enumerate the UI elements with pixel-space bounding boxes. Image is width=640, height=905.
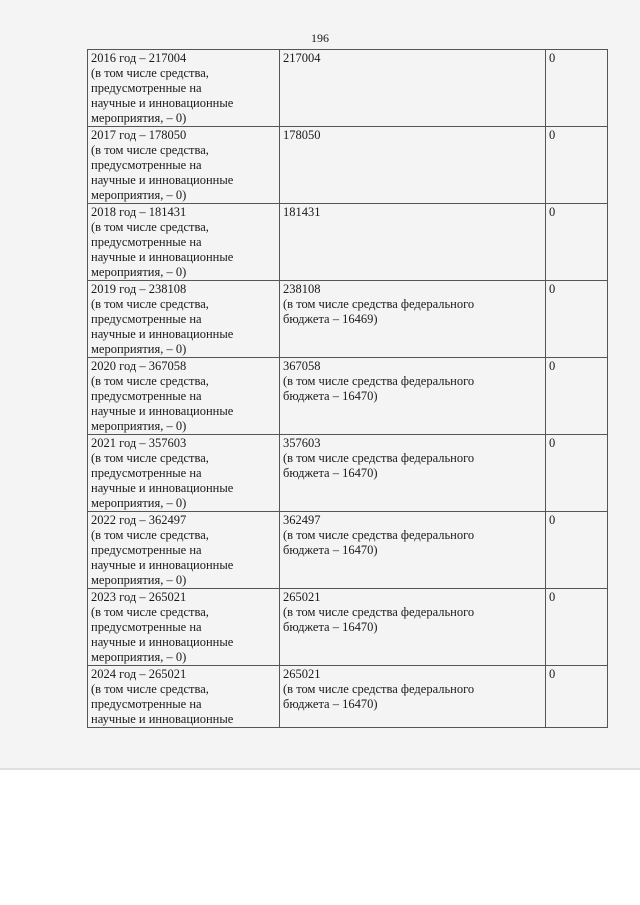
note-line: предусмотренные на (91, 81, 202, 95)
federal-note-line: (в том числе средства федерального (283, 528, 475, 542)
cell-regional-amount (280, 127, 546, 204)
note-line: научные и инновационные (91, 173, 234, 187)
year-total-line: 2021 год – 357603 (91, 436, 187, 450)
cell-other-amount (546, 204, 608, 281)
federal-note-line: (в том числе средства федерального (283, 297, 475, 311)
year-total-line: 2017 год – 178050 (91, 128, 187, 142)
note-line: научные и инновационные (91, 712, 234, 726)
cell-year-total (88, 50, 280, 127)
year-total-line: 2022 год – 362497 (91, 513, 187, 527)
note-line: (в том числе средства, (91, 220, 209, 234)
cell-regional-amount (280, 666, 546, 728)
note-line: предусмотренные на (91, 158, 202, 172)
cell-year-total (88, 281, 280, 358)
other-amount-value: 0 (549, 205, 556, 219)
year-total-line: 2018 год – 181431 (91, 205, 187, 219)
year-total-line: 2019 год – 238108 (91, 282, 187, 296)
other-amount-value: 0 (549, 128, 556, 142)
note-line: предусмотренные на (91, 389, 202, 403)
note-line: (в том числе средства, (91, 528, 209, 542)
note-line: мероприятия, – 0) (91, 188, 187, 202)
cell-year-total (88, 512, 280, 589)
table-row (88, 666, 608, 728)
amount-value: 362497 (283, 513, 321, 527)
other-amount-value: 0 (549, 513, 556, 527)
cell-year-total (88, 204, 280, 281)
note-line: предусмотренные на (91, 312, 202, 326)
note-line: предусмотренные на (91, 235, 202, 249)
note-line: научные и инновационные (91, 481, 234, 495)
federal-note-line: (в том числе средства федерального (283, 682, 475, 696)
year-total-line: 2024 год – 265021 (91, 667, 187, 681)
cell-regional-amount (280, 435, 546, 512)
table-row (88, 50, 608, 127)
amount-value: 357603 (283, 436, 321, 450)
cell-regional-amount (280, 204, 546, 281)
note-line: мероприятия, – 0) (91, 265, 187, 279)
note-line: научные и инновационные (91, 558, 234, 572)
other-amount-value: 0 (549, 667, 556, 681)
note-line: (в том числе средства, (91, 374, 209, 388)
cell-year-total (88, 358, 280, 435)
note-line: научные и инновационные (91, 250, 234, 264)
table-row (88, 127, 608, 204)
page-number: 196 (311, 31, 329, 45)
table-row (88, 204, 608, 281)
amount-value: 265021 (283, 667, 321, 681)
federal-note-line: (в том числе средства федерального (283, 374, 475, 388)
note-line: (в том числе средства, (91, 143, 209, 157)
cell-regional-amount (280, 358, 546, 435)
amount-value: 367058 (283, 359, 321, 373)
note-line: мероприятия, – 0) (91, 342, 187, 356)
year-total-line: 2020 год – 367058 (91, 359, 187, 373)
table-row (88, 358, 608, 435)
federal-note-line: (в том числе средства федерального (283, 451, 475, 465)
note-line: (в том числе средства, (91, 682, 209, 696)
note-line: (в том числе средства, (91, 605, 209, 619)
note-line: мероприятия, – 0) (91, 419, 187, 433)
cell-regional-amount (280, 281, 546, 358)
federal-note-line: бюджета – 16470) (283, 697, 378, 711)
year-total-line: 2023 год – 265021 (91, 590, 187, 604)
note-line: научные и инновационные (91, 635, 234, 649)
federal-note-line: бюджета – 16470) (283, 389, 378, 403)
cell-regional-amount (280, 512, 546, 589)
cell-year-total (88, 589, 280, 666)
note-line: (в том числе средства, (91, 451, 209, 465)
note-line: (в том числе средства, (91, 297, 209, 311)
note-line: научные и инновационные (91, 96, 234, 110)
budget-table (87, 49, 608, 728)
note-line: научные и инновационные (91, 404, 234, 418)
federal-note-line: бюджета – 16470) (283, 543, 378, 557)
note-line: (в том числе средства, (91, 66, 209, 80)
cell-regional-amount (280, 589, 546, 666)
cell-year-total (88, 666, 280, 728)
cell-other-amount (546, 589, 608, 666)
note-line: предусмотренные на (91, 697, 202, 711)
cell-year-total (88, 435, 280, 512)
federal-note-line: (в том числе средства федерального (283, 605, 475, 619)
other-amount-value: 0 (549, 436, 556, 450)
cell-other-amount (546, 281, 608, 358)
federal-note-line: бюджета – 16470) (283, 466, 378, 480)
note-line: предусмотренные на (91, 620, 202, 634)
federal-note-line: бюджета – 16469) (283, 312, 378, 326)
note-line: научные и инновационные (91, 327, 234, 341)
cell-other-amount (546, 358, 608, 435)
note-line: мероприятия, – 0) (91, 573, 187, 587)
amount-value: 181431 (283, 205, 321, 219)
note-line: мероприятия, – 0) (91, 111, 187, 125)
cell-other-amount (546, 50, 608, 127)
other-amount-value: 0 (549, 590, 556, 604)
note-line: мероприятия, – 0) (91, 650, 187, 664)
amount-value: 178050 (283, 128, 321, 142)
table-row (88, 589, 608, 666)
amount-value: 217004 (283, 51, 321, 65)
table-row (88, 281, 608, 358)
other-amount-value: 0 (549, 359, 556, 373)
note-line: предусмотренные на (91, 543, 202, 557)
cell-other-amount (546, 512, 608, 589)
federal-note-line: бюджета – 16470) (283, 620, 378, 634)
amount-value: 265021 (283, 590, 321, 604)
cell-regional-amount (280, 50, 546, 127)
cell-year-total (88, 127, 280, 204)
table-row (88, 512, 608, 589)
cell-other-amount (546, 435, 608, 512)
cell-other-amount (546, 666, 608, 728)
year-total-line: 2016 год – 217004 (91, 51, 187, 65)
note-line: мероприятия, – 0) (91, 496, 187, 510)
budget-table-body (88, 50, 608, 728)
other-amount-value: 0 (549, 282, 556, 296)
note-line: предусмотренные на (91, 466, 202, 480)
table-row (88, 435, 608, 512)
other-amount-value: 0 (549, 51, 556, 65)
cell-other-amount (546, 127, 608, 204)
amount-value: 238108 (283, 282, 321, 296)
